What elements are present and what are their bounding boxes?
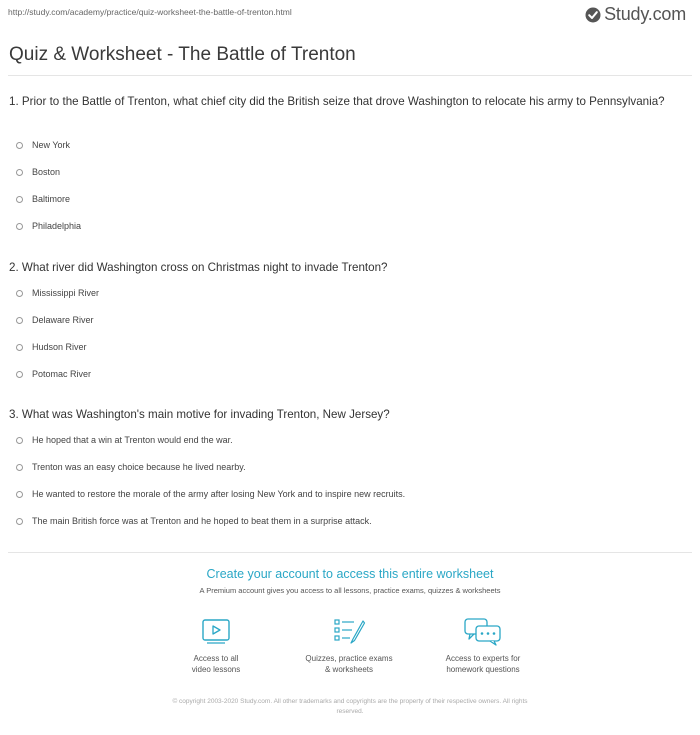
question-3-choice-d[interactable]	[16, 516, 372, 526]
question-2-text: 2. What river did Washington cross on Christmas night to invade Trenton?	[9, 261, 388, 274]
question-2-choice-c[interactable]	[16, 342, 87, 352]
question-2-choice-a[interactable]	[16, 288, 99, 298]
copyright-line: © copyright 2003-2020 Study.com. All other trademarks and copyrights are the property of their respective owners. All rights	[172, 698, 528, 705]
radio-button[interactable]	[16, 491, 23, 498]
choice-label: He hoped that a win at Trenton would end the war.	[32, 435, 233, 445]
feature-caption-line: & worksheets	[324, 665, 374, 674]
radio-button[interactable]	[16, 317, 23, 324]
page-url: http://study.com/academy/practice/quiz-worksheet-the-battle-of-trenton.html	[8, 7, 292, 17]
choice-label: He wanted to restore the morale of the army after losing New York and to inspire new recruits.	[32, 489, 406, 499]
quizzes-worksheets-icon	[332, 617, 366, 647]
question-1-choice-d[interactable]	[16, 221, 81, 231]
choice-label: Baltimore	[32, 194, 71, 204]
choice-label: Boston	[32, 167, 61, 177]
feature-caption-line: Quizzes, practice exams	[305, 654, 393, 663]
page-title: Quiz & Worksheet - The Battle of Trenton	[9, 44, 356, 65]
question-2-choice-d[interactable]	[16, 369, 91, 379]
copyright-line: reserved.	[336, 708, 364, 715]
choice-label: Potomac River	[32, 369, 92, 379]
logo-text: Study.com	[604, 4, 686, 24]
feature-caption-line: video lessons	[191, 665, 241, 674]
question-1-choice-c[interactable]	[16, 194, 70, 204]
choice-label: Philadelphia	[32, 221, 82, 231]
choice-label: Mississippi River	[32, 288, 100, 298]
radio-button[interactable]	[16, 518, 23, 525]
radio-button[interactable]	[16, 290, 23, 297]
choice-label: Delaware River	[32, 315, 94, 325]
choice-label: New York	[32, 140, 71, 150]
video-lessons-icon	[199, 617, 233, 647]
radio-button[interactable]	[16, 371, 23, 378]
choice-label: Hudson River	[32, 342, 87, 352]
question-3-choice-c[interactable]	[16, 489, 405, 499]
question-1-choice-b[interactable]	[16, 167, 60, 177]
question-1-choice-a[interactable]	[16, 140, 70, 150]
cta-subtitle: A Premium account gives you access to all lessons, practice exams, quizzes & worksheets	[199, 586, 501, 595]
feature-quizzes	[284, 617, 414, 675]
question-3-text: 3. What was Washington's main motive for invading Trenton, New Jersey?	[9, 408, 390, 421]
feature-caption-line: homework questions	[446, 665, 520, 674]
question-1-text: 1. Prior to the Battle of Trenton, what chief city did the British seize that drove Washington to relocate his army to Pennsylvania?	[9, 95, 665, 108]
question-3-choice-b[interactable]	[16, 462, 246, 472]
expert-chat-icon	[463, 617, 503, 647]
study-logo[interactable]	[585, 4, 686, 25]
question-3-choice-a[interactable]	[16, 435, 233, 445]
radio-button[interactable]	[16, 169, 23, 176]
title-divider	[8, 75, 692, 76]
choice-label: The main British force was at Trenton and he hoped to beat them in a surprise attack.	[32, 516, 372, 526]
create-account-link[interactable]: Create your account to access this entire worksheet	[206, 567, 494, 581]
content-divider	[8, 552, 692, 553]
copyright-footer	[120, 697, 580, 717]
radio-button[interactable]	[16, 142, 23, 149]
study-logo-icon	[585, 7, 601, 23]
radio-button[interactable]	[16, 196, 23, 203]
feature-caption-line: Access to all	[193, 654, 239, 663]
radio-button[interactable]	[16, 344, 23, 351]
feature-video-lessons	[151, 617, 281, 675]
choice-label: Trenton was an easy choice because he lived nearby.	[32, 462, 246, 472]
radio-button[interactable]	[16, 464, 23, 471]
question-2-choice-b[interactable]	[16, 315, 94, 325]
radio-button[interactable]	[16, 437, 23, 444]
radio-button[interactable]	[16, 223, 23, 230]
feature-caption-line: Access to experts for	[445, 654, 521, 663]
feature-experts	[418, 617, 548, 675]
